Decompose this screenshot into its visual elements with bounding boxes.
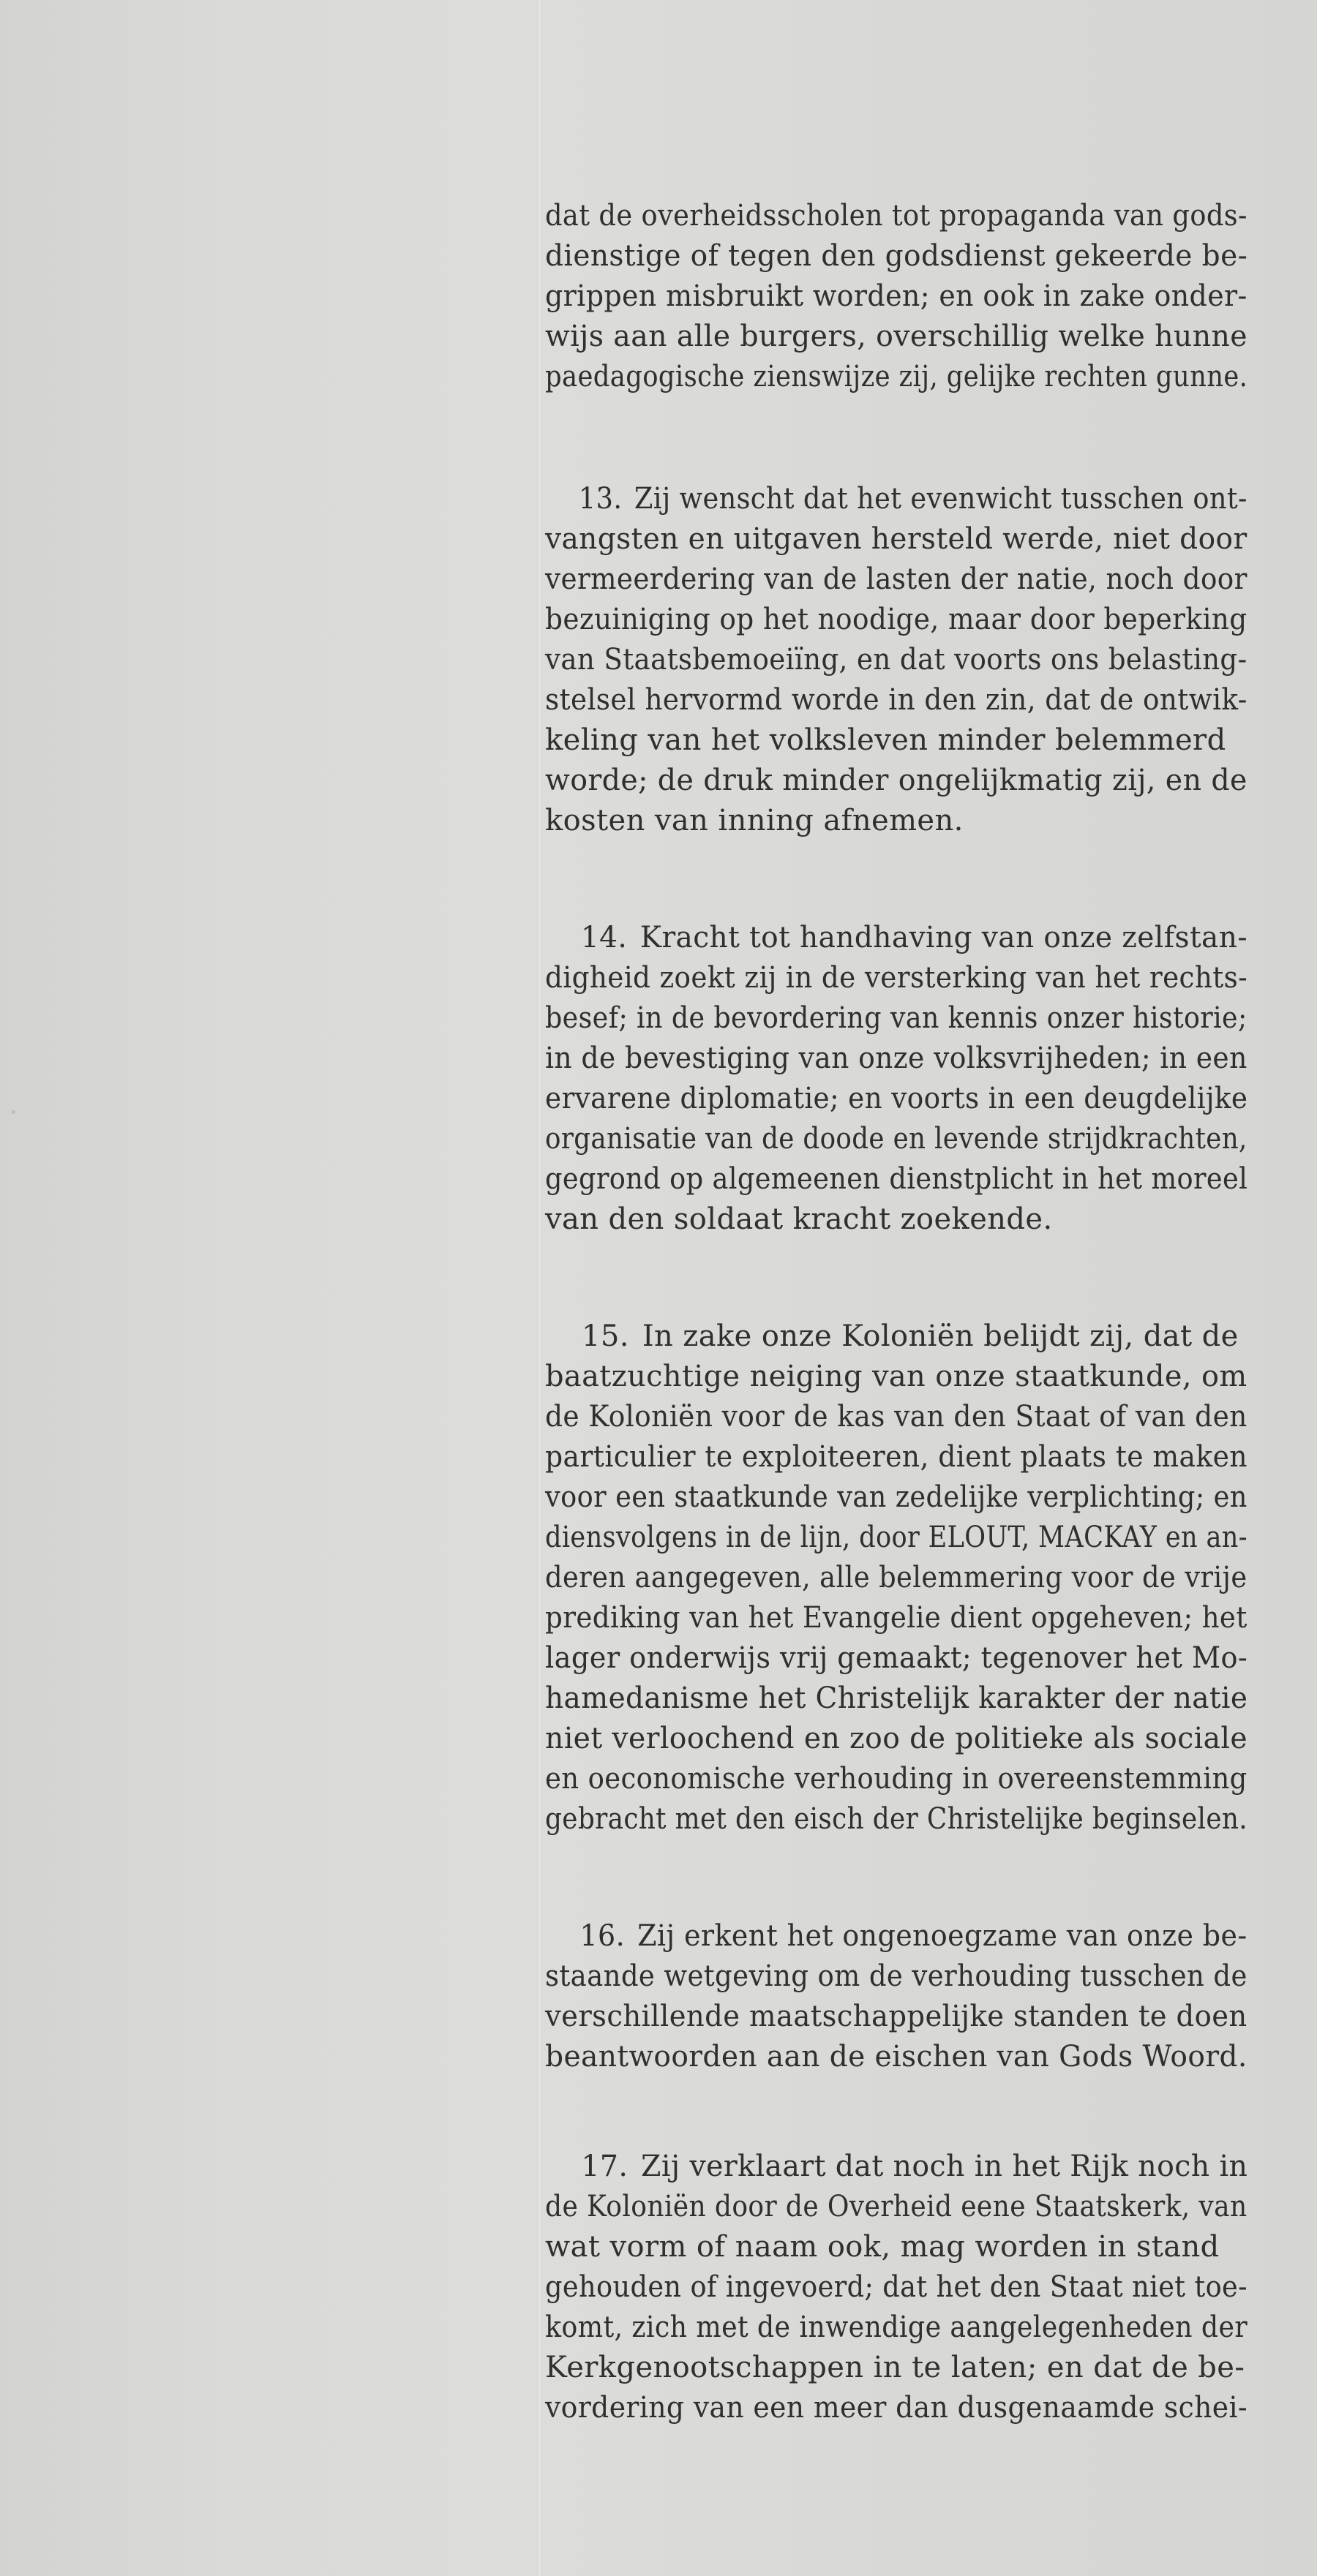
- article-14: [545, 918, 1247, 1240]
- page-fold-line: [539, 0, 541, 2576]
- article-15: [545, 1317, 1247, 1839]
- text-line: gehouden of ingevoerd; dat het den Staat niet toe-: [545, 2270, 1247, 2304]
- text-line: vordering van een meer dan dusgenaamde schei-: [545, 2391, 1248, 2425]
- article-number: 17.: [581, 2150, 629, 2183]
- article-17: [545, 2147, 1247, 2428]
- text-line: [545, 2147, 1248, 2187]
- article-number: 14.: [580, 921, 628, 954]
- text-line-content: Zij erkent het ongenoegzame van onze be-: [637, 1919, 1247, 1953]
- text-line: komt, zich met de inwendige aangelegenheden der: [545, 2311, 1248, 2344]
- text-line: vangsten en uitgaven hersteld werde, niet door: [545, 522, 1247, 556]
- text-line: niet verloochend en zoo de politieke als sociale: [545, 1722, 1248, 1755]
- text-line: hamedanisme het Christelijk karakter der natie: [545, 1681, 1248, 1715]
- text-line: organisatie van de doode en levende strijdkrachten,: [545, 1122, 1247, 1156]
- article-13: [545, 479, 1247, 841]
- text-line: stelsel hervormd worde in den zin, dat de ontwik-: [545, 683, 1247, 717]
- text-line: diensvolgens in de lijn, door ELOUT, MACKAY en an-: [545, 1521, 1248, 1554]
- text-line: voor een staatkunde van zedelijke verplichting; en: [545, 1480, 1247, 1514]
- text-line: particulier te exploiteeren, dient plaats te maken: [545, 1440, 1247, 1474]
- text-line: [545, 918, 1247, 958]
- text-line-content: In zake onze Koloniën belijdt zij, dat de: [642, 1319, 1239, 1353]
- text-line: [545, 1317, 1247, 1357]
- text-line-content: Zij verklaart dat noch in het Rijk noch in: [641, 2150, 1248, 2183]
- article-number: 13.: [578, 482, 623, 516]
- text-line: baatzuchtige neiging van onze staatkunde, om: [545, 1360, 1247, 1393]
- article-number: 15.: [582, 1319, 629, 1353]
- text-line: in de bevestiging van onze volksvrijheden; in een: [545, 1042, 1247, 1075]
- text-line: gegrond op algemeenen dienstplicht in het moreel: [545, 1162, 1248, 1196]
- text-line: beantwoorden aan de eischen van Gods Woord.: [545, 2040, 1247, 2074]
- text-line: dat de overheidsscholen tot propaganda van gods-: [545, 199, 1247, 233]
- text-line: digheid zoekt zij in de versterking van het rechts-: [545, 961, 1248, 995]
- text-line: ervarene diplomatie; en voorts in een deugdelijke: [545, 1082, 1248, 1115]
- text-line: deren aangegeven, alle belemmering voor de vrije: [545, 1561, 1247, 1594]
- article-16: [545, 1916, 1247, 2077]
- text-line: Kerkgenootschappen in te laten; en dat de be-: [545, 2351, 1245, 2384]
- text-line: prediking van het Evangelie dient opgeheven; het: [545, 1601, 1247, 1635]
- text-line: en oeconomische verhouding in overeenstemming: [545, 1762, 1247, 1796]
- text-line: bezuiniging op het noodige, maar door beperking: [545, 603, 1247, 636]
- text-line: van Staatsbemoeiïng, en dat voorts ons belasting-: [545, 643, 1247, 677]
- text-line: worde; de druk minder ongelijkmatig zij, en de: [545, 764, 1247, 797]
- text-line: de Koloniën door de Overheid eene Staatskerk, van: [545, 2190, 1247, 2223]
- text-line: wat vorm of naam ook, mag worden in stand: [545, 2230, 1220, 2264]
- text-line: vermeerdering van de lasten der natie, noch door: [545, 562, 1247, 596]
- text-line: gebracht met den eisch der Christelijke beginselen.: [545, 1802, 1248, 1836]
- text-line: lager onderwijs vrij gemaakt; tegenover het Mo-: [545, 1641, 1248, 1675]
- text-line: staande wetgeving om de verhouding tusschen de: [545, 1959, 1247, 1993]
- text-line: de Koloniën voor de kas van den Staat of van den: [545, 1400, 1247, 1434]
- text-line: kosten van inning afnemen.: [545, 804, 964, 837]
- text-line: paedagogische zienswijze zij, gelijke rechten gunne.: [545, 360, 1248, 393]
- text-line: [545, 1916, 1247, 1957]
- text-line: van den soldaat kracht zoekende.: [545, 1202, 1053, 1236]
- text-line: [545, 479, 1247, 519]
- text-line: keling van het volksleven minder belemmerd: [545, 723, 1226, 757]
- text-line-content: Zij wenscht dat het evenwicht tusschen ont-: [634, 482, 1247, 516]
- text-line: dienstige of tegen den godsdienst gekeerde be-: [545, 239, 1248, 273]
- paper-speck: [12, 1110, 15, 1114]
- paragraph-continuation: [545, 196, 1247, 397]
- text-line: wijs aan alle burgers, overschillig welke hunne: [545, 320, 1247, 353]
- article-number: 16.: [579, 1919, 626, 1953]
- text-line-content: Kracht tot handhaving van onze zelfstan-: [639, 921, 1247, 954]
- text-line: besef; in de bevordering van kennis onzer historie;: [545, 1001, 1247, 1035]
- text-line: grippen misbruikt worden; en ook in zake onder-: [545, 279, 1247, 313]
- text-line: verschillende maatschappelijke standen te doen: [545, 2000, 1247, 2033]
